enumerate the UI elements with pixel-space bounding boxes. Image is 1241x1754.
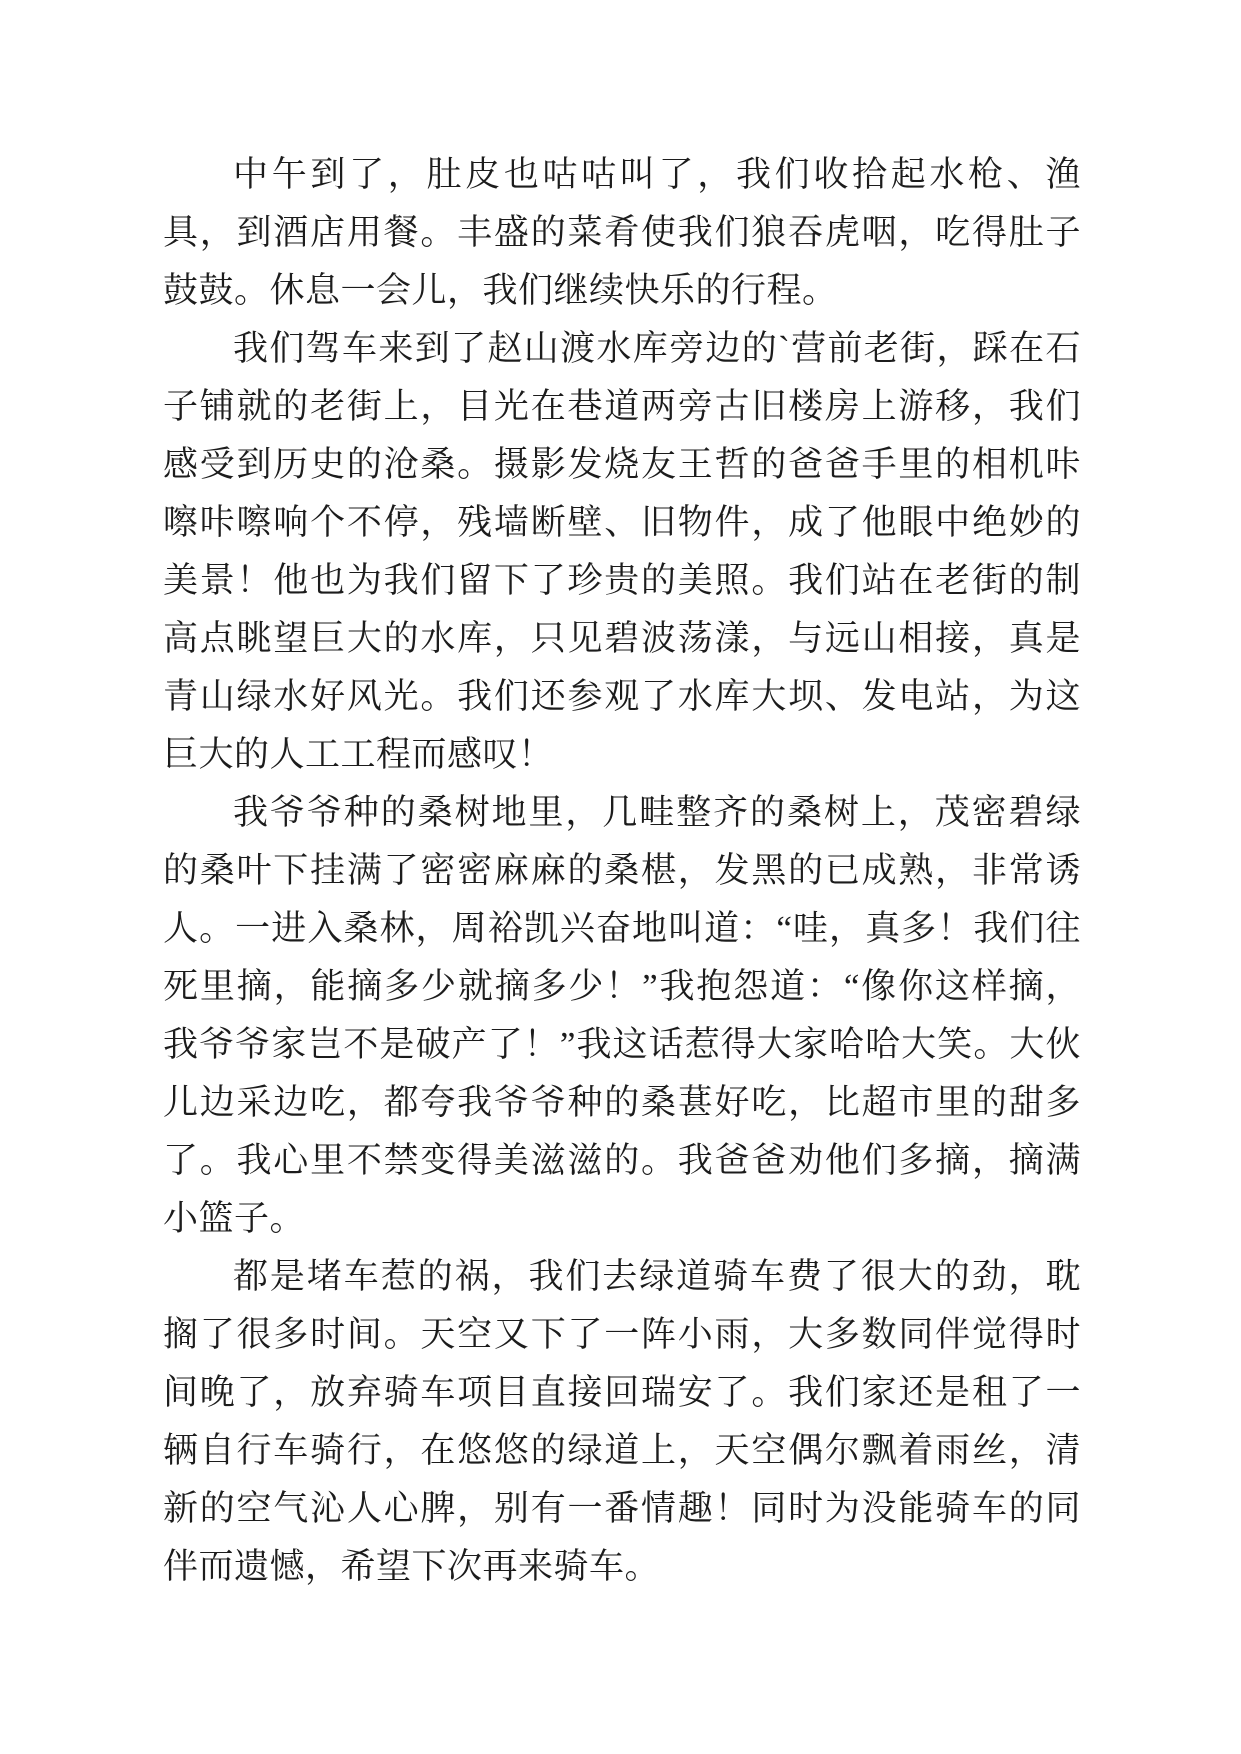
paragraph: 我爷爷种的桑树地里，几畦整齐的桑树上，茂密碧绿的桑叶下挂满了密密麻麻的桑椹，发黑的已成熟，非常诱人。一进入桑林，周裕凯兴奋地叫道：“哇，真多！我们往死里摘，能摘多少就摘多少！”我抱怨道：“像你这样摘，我爷爷家岂不是破产了！”我这话惹得大家哈哈大笑。大伙儿边采边吃，都夸我爷爷种的桑葚好吃，比超市里的甜多了。我心里不禁变得美滋滋的。我爸爸劝他们多摘，摘满小篮子。 [163, 793, 1081, 1238]
paragraph: 中午到了，肚皮也咕咕叫了，我们收拾起水枪、渔具，到酒店用餐。丰盛的菜肴使我们狼吞虎咽，吃得肚子鼓鼓。休息一会儿，我们继续快乐的行程。 [163, 155, 1081, 310]
paragraph: 都是堵车惹的祸，我们去绿道骑车费了很大的劲，耽搁了很多时间。天空又下了一阵小雨，大多数同伴觉得时间晚了，放弃骑车项目直接回瑞安了。我们家还是租了一辆自行车骑行，在悠悠的绿道上，天空偶尔飘着雨丝，清新的空气沁人心脾，别有一番情趣！同时为没能骑车的同伴而遗憾，希望下次再来骑车。 [163, 1257, 1081, 1586]
paragraph: 我们驾车来到了赵山渡水库旁边的`营前老街，踩在石子铺就的老街上，目光在巷道两旁古旧楼房上游移，我们感受到历史的沧桑。摄影发烧友王哲的爸爸手里的相机咔嚓咔嚓响个不停，残墙断壁、旧物件，成了他眼中绝妙的美景！他也为我们留下了珍贵的美照。我们站在老街的制高点眺望巨大的水库，只见碧波荡漾，与远山相接，真是青山绿水好风光。我们还参观了水库大坝、发电站，为这巨大的人工工程而感叹！ [163, 329, 1081, 774]
text-block [163, 146, 1081, 1596]
